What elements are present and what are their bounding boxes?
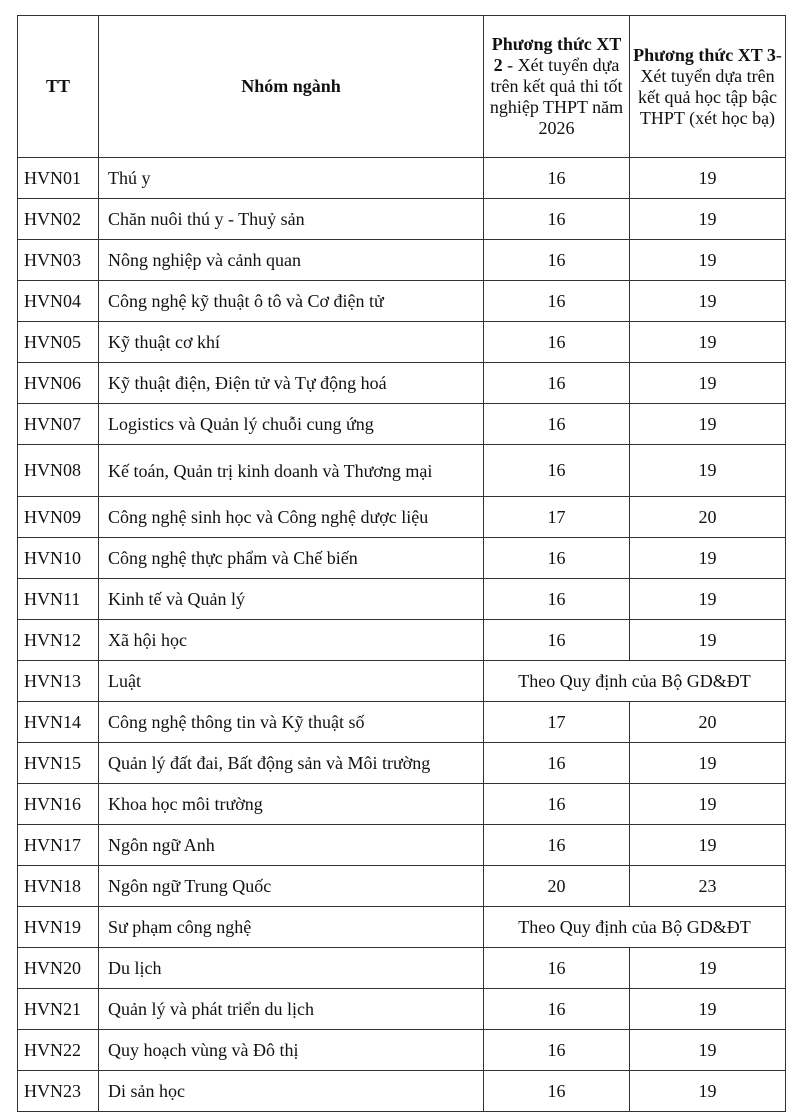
- row-group-name: Sư phạm công nghệ: [99, 907, 484, 948]
- row-score-method-2: 16: [484, 825, 630, 866]
- row-score-method-3: 19: [630, 363, 786, 404]
- table-row: [18, 445, 786, 497]
- row-code: HVN23: [18, 1071, 99, 1112]
- table-row: [18, 579, 786, 620]
- row-code: HVN07: [18, 404, 99, 445]
- row-group-name: Xã hội học: [99, 620, 484, 661]
- header-method-2: [484, 16, 630, 158]
- row-code: HVN10: [18, 538, 99, 579]
- row-code: HVN09: [18, 497, 99, 538]
- row-score-method-2: 20: [484, 866, 630, 907]
- row-score-method-3: 19: [630, 538, 786, 579]
- row-code: HVN16: [18, 784, 99, 825]
- row-score-method-2: 16: [484, 281, 630, 322]
- row-score-method-2: 16: [484, 240, 630, 281]
- table-row: [18, 620, 786, 661]
- table-row: [18, 702, 786, 743]
- row-group-name: Khoa học môi trường: [99, 784, 484, 825]
- table-row: [18, 661, 786, 702]
- row-score-method-3: 19: [630, 1071, 786, 1112]
- row-score-method-3: 19: [630, 743, 786, 784]
- row-group-name: Chăn nuôi thú y - Thuỷ sản: [99, 199, 484, 240]
- row-code: HVN11: [18, 579, 99, 620]
- row-group-name: Ngôn ngữ Anh: [99, 825, 484, 866]
- row-score-method-3: 19: [630, 825, 786, 866]
- row-code: HVN05: [18, 322, 99, 363]
- row-score-method-3: 19: [630, 158, 786, 199]
- row-score-method-3: 19: [630, 620, 786, 661]
- row-group-name: Di sản học: [99, 1071, 484, 1112]
- table-row: [18, 538, 786, 579]
- row-score-method-2: 16: [484, 445, 630, 497]
- row-group-name: Nông nghiệp và cảnh quan: [99, 240, 484, 281]
- row-score-method-2: 16: [484, 404, 630, 445]
- table-row: [18, 743, 786, 784]
- row-score-method-3: 19: [630, 281, 786, 322]
- row-score-method-2: 16: [484, 1030, 630, 1071]
- table-row: [18, 240, 786, 281]
- row-score-method-3: 19: [630, 199, 786, 240]
- row-score-method-3: 20: [630, 497, 786, 538]
- table-row: [18, 784, 786, 825]
- row-code: HVN02: [18, 199, 99, 240]
- row-group-name: Du lịch: [99, 948, 484, 989]
- row-code: HVN15: [18, 743, 99, 784]
- row-group-name: Công nghệ thực phẩm và Chế biến: [99, 538, 484, 579]
- table-row: [18, 1071, 786, 1112]
- table-row: [18, 281, 786, 322]
- row-code: HVN19: [18, 907, 99, 948]
- row-group-name: Luật: [99, 661, 484, 702]
- table-row: [18, 497, 786, 538]
- row-code: HVN12: [18, 620, 99, 661]
- row-score-method-2: 16: [484, 743, 630, 784]
- table-row: [18, 199, 786, 240]
- row-score-method-2: 16: [484, 158, 630, 199]
- row-code: HVN03: [18, 240, 99, 281]
- admission-score-table: [17, 15, 786, 1112]
- row-group-name: Công nghệ thông tin và Kỹ thuật số: [99, 702, 484, 743]
- row-group-name: Logistics và Quản lý chuỗi cung ứng: [99, 404, 484, 445]
- table-row: [18, 866, 786, 907]
- table-row: [18, 404, 786, 445]
- row-group-name: Kỹ thuật điện, Điện tử và Tự động hoá: [99, 363, 484, 404]
- row-score-method-2: 16: [484, 199, 630, 240]
- row-group-name: Kinh tế và Quản lý: [99, 579, 484, 620]
- row-score-method-2: 16: [484, 322, 630, 363]
- row-score-method-3: 19: [630, 404, 786, 445]
- header-method-3-title: Phương thức XT 3: [633, 44, 776, 65]
- row-score-method-2: 16: [484, 1071, 630, 1112]
- header-method-3-desc: -Xét tuyển dựa trên kết quả học tập bậc THPT (xét học bạ): [638, 44, 782, 128]
- row-note: Theo Quy định của Bộ GD&ĐT: [484, 661, 786, 702]
- row-score-method-3: 19: [630, 579, 786, 620]
- row-score-method-2: 16: [484, 948, 630, 989]
- row-score-method-3: 19: [630, 445, 786, 497]
- table-row: [18, 158, 786, 199]
- row-score-method-3: 19: [630, 240, 786, 281]
- table-row: [18, 907, 786, 948]
- row-code: HVN14: [18, 702, 99, 743]
- row-group-name: Quản lý đất đai, Bất động sản và Môi trường: [99, 743, 484, 784]
- row-score-method-3: 19: [630, 948, 786, 989]
- row-code: HVN18: [18, 866, 99, 907]
- row-code: HVN17: [18, 825, 99, 866]
- table-row: [18, 322, 786, 363]
- row-score-method-2: 16: [484, 620, 630, 661]
- row-group-name: Kế toán, Quản trị kinh doanh và Thương mại: [99, 445, 484, 497]
- header-group-name: Nhóm ngành: [99, 16, 484, 158]
- row-score-method-2: 16: [484, 989, 630, 1030]
- row-score-method-3: 23: [630, 866, 786, 907]
- row-code: HVN01: [18, 158, 99, 199]
- row-code: HVN21: [18, 989, 99, 1030]
- row-score-method-2: 16: [484, 784, 630, 825]
- row-group-name: Kỹ thuật cơ khí: [99, 322, 484, 363]
- row-group-name: Công nghệ sinh học và Công nghệ dược liệu: [99, 497, 484, 538]
- row-group-name: Quy hoạch vùng và Đô thị: [99, 1030, 484, 1071]
- row-code: HVN04: [18, 281, 99, 322]
- row-score-method-2: 17: [484, 702, 630, 743]
- row-score-method-2: 17: [484, 497, 630, 538]
- table-row: [18, 825, 786, 866]
- row-score-method-2: 16: [484, 538, 630, 579]
- row-group-name: Công nghệ kỹ thuật ô tô và Cơ điện tử: [99, 281, 484, 322]
- header-method-2-title: Phương thức XT 2: [491, 34, 622, 75]
- table-row: [18, 363, 786, 404]
- row-code: HVN06: [18, 363, 99, 404]
- row-code: HVN13: [18, 661, 99, 702]
- row-score-method-3: 19: [630, 784, 786, 825]
- row-score-method-3: 19: [630, 322, 786, 363]
- row-score-method-2: 16: [484, 579, 630, 620]
- header-tt: TT: [18, 16, 99, 158]
- row-code: HVN22: [18, 1030, 99, 1071]
- table-row: [18, 948, 786, 989]
- row-score-method-2: 16: [484, 363, 630, 404]
- header-method-3: [630, 16, 786, 158]
- row-score-method-3: 19: [630, 1030, 786, 1071]
- header-method-2-desc: - Xét tuyển dựa trên kết quả thi tốt nghiệp THPT năm 2026: [489, 55, 624, 138]
- table-row: [18, 989, 786, 1030]
- row-group-name: Thú y: [99, 158, 484, 199]
- row-score-method-3: 20: [630, 702, 786, 743]
- row-group-name: Ngôn ngữ Trung Quốc: [99, 866, 484, 907]
- row-code: HVN08: [18, 445, 99, 497]
- header-row: [18, 16, 786, 158]
- row-code: HVN20: [18, 948, 99, 989]
- table-row: [18, 1030, 786, 1071]
- table-body: [18, 158, 786, 1112]
- row-score-method-3: 19: [630, 989, 786, 1030]
- row-group-name: Quản lý và phát triển du lịch: [99, 989, 484, 1030]
- row-note: Theo Quy định của Bộ GD&ĐT: [484, 907, 786, 948]
